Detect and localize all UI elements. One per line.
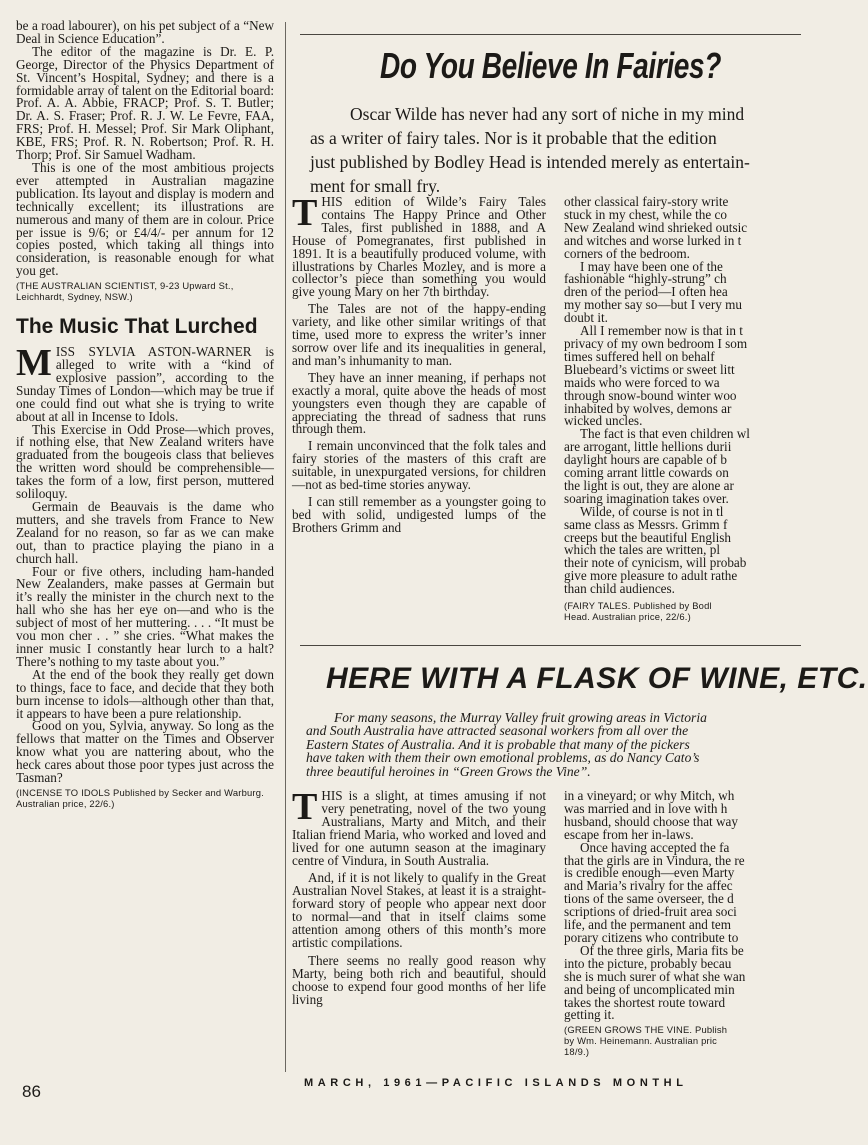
fairies-column-2-line: which the tales are written, pl — [564, 542, 720, 558]
fairies-column-2-line: creeps but the beautiful English — [564, 529, 731, 545]
fairies-column-2-line: privacy of my own bedroom I som — [564, 335, 748, 351]
wine-column-2-line: tions of the same overseer, the d — [564, 891, 734, 907]
wine-column-2-line: Once having accepted the fa — [580, 839, 730, 855]
fairies-column-2-line: corners of the bedroom. — [564, 245, 690, 261]
fairies-column-2-line: Bluebeard’s victims or sweet litt — [564, 361, 735, 377]
fairies-intro-line: just published by Bodley Head is intended merely as entertain- — [310, 152, 750, 172]
fairies-column-2-line: maids who were forced to wa — [564, 374, 720, 390]
wine-paragraph-1-text: HIS is a slight, at times amusing if not very penetrating, novel of the two young Australians, Marty and Mitch, and their Italian friend Maria, who worked and loved and lived for one autumn season at the imaginary centre of Vindura, in South Australia. — [292, 788, 546, 868]
fairies-title: Do You Believe In Fairies? — [380, 45, 721, 86]
fairies-column-2-line: are arrogant, little hellions durii — [564, 439, 732, 455]
wine-intro-line: For many seasons, the Murray Valley fruit growing areas in Victoria — [334, 710, 707, 725]
column-divider — [285, 22, 286, 1072]
fairies-column-2-credit — [564, 600, 801, 622]
fairies-intro-line: Oscar Wilde has never had any sort of niche in my mind — [350, 104, 745, 124]
left-column — [16, 20, 274, 809]
wine-dropcap: T — [292, 786, 318, 828]
fairies-paragraph-5: I can still remember as a youngster going to bed with solid, undigested lumps of the Brothers Grimm and — [292, 493, 546, 535]
wine-column-2-line: escape from her in-laws. — [564, 826, 694, 842]
fairies-column-2-line: through snow-bound winter woo — [564, 387, 737, 403]
fairies-paragraph-1-text: HIS edition of Wilde’s Fairy Tales contains The Happy Prince and Other Tales, first published in 1888, and A House of Pomegranates, first published in 1891. It is a beautifully produced volume, with illustrations by Charles Mozley, and is more a collector’s piece than something you would give young Mary on her 7th birthday. — [292, 194, 546, 300]
fairies-column-2-line: New Zealand wind shrieked outsic — [564, 219, 748, 235]
wine-column-2-line: that the girls are in Vindura, the re — [564, 852, 745, 868]
music-paragraph-4: Four or five others, including ham-handed New Zealanders, make passes at Germain but it’s really the minister in the church next to the hall who she has her eye on—and who is the subject of most of her muttering. . . . “It must be vou mon cher . . ” she cries. “What makes the inner music I constantly hear lurch to a halt? There’s nothing to my taste about you.” — [16, 563, 274, 669]
fairies-column-2-line: wicked uncles. — [564, 413, 643, 429]
fairies-column-2-line: Wilde, of course is not in tl — [580, 503, 724, 519]
wine-column-2-line: porary citizens who contribute to — [564, 929, 739, 945]
wine-intro-line: have taken with them their own emotional problems, as do Nancy Cato’s — [306, 750, 700, 766]
music-heading: The Music That Lurched — [16, 315, 258, 339]
fairies-column-2-line: give more pleasure to adult rathe — [564, 568, 738, 584]
wine-column-2-line: was married and in love with h — [564, 800, 728, 816]
fairies-column-2-line: the light is out, they are alone ar — [564, 477, 734, 493]
wine-column-2-line: husband, should choose that way — [564, 813, 738, 829]
fairies-dropcap: T — [292, 192, 318, 234]
wine-column-1 — [292, 786, 546, 1012]
fairies-paragraph-4: I remain unconvinced that the folk tales and fairy stories of the masters of this craft are suitable, in unexpurgated versions, for children—not as bed-time stories anyway. — [292, 438, 546, 493]
fairies-column-2-line: than child audiences. — [564, 581, 675, 597]
music-paragraph-5: At the end of the book they really get down to things, face to face, and decide that they both burn incense to idols—although other than that, it appears to have been a pure relationship. — [16, 666, 274, 721]
fairies-column-2-line: fashionable “highly-strung” ch — [564, 271, 727, 287]
wine-column-2-line: Of the three girls, Maria fits be — [580, 942, 744, 958]
fairies-column-2-line: inhabited by wolves, demons ar — [564, 400, 732, 416]
wine-column-2-line: life, and the permanent and tem — [564, 917, 731, 933]
wine-column-2-line: and Maria’s rivalry for the affec — [564, 878, 733, 894]
wine-column-2-line: she is much surer of what she wan — [564, 968, 746, 984]
fairies-column-2-line: I may have been one of the — [580, 258, 723, 274]
wine-column-2-line: in a vineyard; or why Mitch, wh — [564, 788, 735, 803]
music-paragraph-1 — [16, 342, 274, 424]
wine-intro-line: Eastern States of Australia. And it is probable that many of the pickers — [306, 736, 690, 752]
wine-column-2-line: scriptions of dried-fruit area soci — [564, 904, 737, 920]
wine-title: HERE WITH A FLASK OF WINE, ETC. — [326, 662, 868, 695]
wine-column-2-line: getting it. — [564, 1007, 615, 1023]
fairies-paragraph-3: They have an inner meaning, if perhaps not exactly a moral, quite above the heads of most youngsters even though they are capable of appreciating the thread of sadness that runs through them. — [292, 369, 546, 437]
fairies-column-2-line: doubt it. — [564, 310, 608, 326]
fairies-paragraph-2: The Tales are not of the happy-ending variety, and like other similar writings of that time, used more to express the writer’s inner sorrow over life and its inequalities in general, and man’s inhumanity to man. — [292, 301, 546, 368]
fairies-column-2-line: coming arrant little cowards on — [564, 465, 729, 481]
fairies-column-2-line: dren of the period—I often hea — [564, 284, 728, 300]
wine-column-2-credit-line: (GREEN GROWS THE VINE. Publish — [564, 1024, 728, 1036]
wine-column-2-credit — [564, 1024, 801, 1057]
fairies-column-2-line: The fact is that even children wl — [580, 426, 750, 442]
fairies-intro-line: ment for small fry. — [310, 176, 441, 196]
page-number: 86 — [22, 1082, 41, 1101]
fairies-column-2 — [564, 196, 801, 622]
wine-intro — [306, 711, 801, 778]
wine-column-2 — [564, 790, 801, 1057]
wine-paragraph-2: And, if it is not likely to qualify in the Great Australian Novel Stakes, at least it is a straight-forward story of people who appear next door to normal—and that in itself claims some attention among others of this month’s more artistic compilations. — [292, 870, 546, 950]
science-paragraph-2: The editor of the magazine is Dr. E. P. George, Director of the Physics Department of St. Vincent’s Hospital, Sydney; and there is a formidable array of talent on the Editorial board: Prof. A. A. Abbie, FRACP; Prof. S. T. Butler; Dr. A. S. Fraser; Prof. R. J. W. Le Fevre, FAA, FRS; Prof. H. Messel; Prof. Sir Mark Oliphant, KBE, FRS; Prof. R. N. Robertson; Prof. R. H. Thorp; Prof. Sir Samuel Wadham. — [16, 43, 274, 163]
fairies-column-2-line: soaring imagination takes over. — [564, 490, 729, 506]
science-credit: (THE AUSTRALIAN SCIENTIST, 9-23 Upward St., Leichhardt, Sydney, NSW.) — [16, 280, 234, 303]
wine-column-2-line: into the picture, probably becau — [564, 955, 732, 971]
wine-intro-line: three beautiful heroines in “Green Grows the Vine”. — [306, 763, 591, 779]
wine-paragraph-3: There seems no really good reason why Marty, being both rich and beautiful, should choose to expend four good months of her life living — [292, 952, 546, 1007]
wine-column-2-line: is credible enough—even Marty — [564, 865, 735, 881]
music-dropcap: M — [16, 342, 52, 385]
wine-column-2-credit-line: by Wm. Heinemann. Australian pric — [564, 1035, 718, 1047]
fairies-intro-line: as a writer of fairy tales. Nor is it probable that the edition — [310, 128, 717, 148]
science-paragraph-1: be a road labourer), on his pet subject of a “New Deal in Science Education”. — [16, 18, 274, 46]
wine-paragraph-1 — [292, 786, 546, 868]
music-paragraph-3: Germain de Beauvais is the dame who mutters, and she travels from France to New Zealand for no reason, so far as we can make out, than to practice playing the piano in a church hall. — [16, 499, 274, 566]
fairies-column-2-line: daylight hours are capable of b — [564, 452, 727, 468]
footer-issue-line: MARCH, 1961—PACIFIC ISLANDS MONTHL — [304, 1077, 688, 1089]
music-credit: (INCENSE TO IDOLS Published by Secker and Warburg. Australian price, 22/6.) — [16, 786, 264, 809]
wine-column-2-credit-line: 18/9.) — [564, 1046, 590, 1058]
fairies-column-2-line: my mother say so—but I very mu — [564, 297, 743, 313]
fairies-column-2-line: other classical fairy-story write — [564, 194, 729, 209]
fairies-column-2-line: their note of cynicism, will probab — [564, 555, 747, 571]
science-paragraph-3: This is one of the most ambitious projects ever attempted in Australian magazine publication. Its layout and display is modern and technically excellent; its illustrations are numerous and many of them are in colour. Price per issue is 9/6; or £4/4/- per annum for 12 copies posted, which taking all things into consideration, is reasonable enough for what you get. — [16, 159, 274, 279]
fairies-column-2-line: All I remember now is that in t — [580, 323, 743, 339]
fairies-column-2-credit-line: (FAIRY TALES. Published by Bodl — [564, 600, 712, 612]
fairies-paragraph-1 — [292, 192, 546, 300]
wine-column-2-line: and being of uncomplicated min — [564, 981, 735, 997]
fairies-intro — [310, 102, 801, 198]
fairies-column-1 — [292, 192, 546, 539]
wine-column-2-line: takes the shortest route toward — [564, 994, 726, 1010]
music-paragraph-1-text: ISS SYLVIA ASTON-WARNER is alleged to write with a “kind of explosive passion”, according to the Sunday Times of London—which may be true if one could find out what she is trying to write about at all in Incense to Idols. — [16, 344, 274, 424]
music-paragraph-2: This Exercise in Odd Prose—which proves, if nothing else, that New Zealand writers have graduated from the bougeois class that believes the written word should be comprehensible—takes the form of a low, first person, muttered soliloquy. — [16, 421, 274, 502]
fairies-column-2-line: same class as Messrs. Grimm f — [564, 516, 728, 532]
top-rule — [300, 34, 801, 35]
middle-rule — [300, 645, 801, 646]
fairies-column-2-credit-line: Head. Australian price, 22/6.) — [564, 611, 691, 623]
fairies-column-2-line: stuck in my chest, while the co — [564, 206, 727, 222]
fairies-column-2-line: and witches and worse lurked in t — [564, 232, 742, 248]
music-paragraph-6: Good on you, Sylvia, anyway. So long as the fellows that matter on the Times and Observer know what you are nattering about, who the heck cares about those poor types just across the Tasman? — [16, 718, 274, 786]
wine-intro-line: and South Australia have attracted seasonal workers from all over the — [306, 723, 689, 739]
fairies-column-2-line: times suffered hell on behalf — [564, 348, 715, 364]
